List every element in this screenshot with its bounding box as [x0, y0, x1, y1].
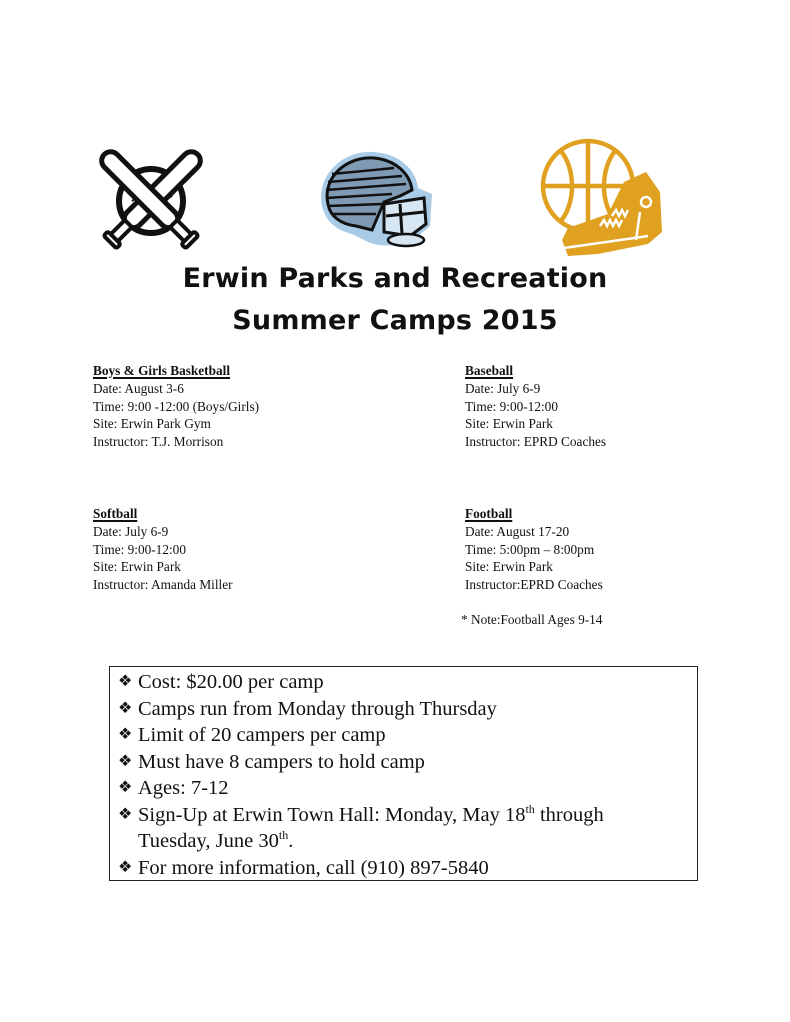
info-item-cost [118, 669, 697, 696]
camp-instructor: Instructor: T.J. Morrison [93, 434, 224, 450]
camp-baseball [465, 362, 606, 451]
camp-time: Time: 9:00-12:00 [465, 398, 558, 414]
camp-instructor: Instructor:EPRD Coaches [465, 577, 603, 593]
camp-date: Date: August 17-20 [465, 523, 570, 539]
camp-heading: Football [465, 506, 513, 521]
camp-time: Time: 9:00-12:00 [93, 541, 186, 557]
info-box [109, 666, 698, 881]
info-text: Limit of 20 campers per camp [138, 724, 386, 746]
camp-instructor: Instructor: Amanda Miller [93, 577, 233, 593]
camp-football [465, 505, 603, 594]
camp-site: Site: Erwin Park [465, 416, 553, 432]
diamond-bullet-icon: ❖ [118, 779, 133, 796]
info-item-contact [118, 855, 697, 882]
camp-date: Date: July 6-9 [465, 380, 541, 396]
football-helmet-icon [312, 146, 436, 250]
camp-heading: Baseball [465, 363, 514, 378]
camp-softball [93, 505, 233, 594]
signup-text: Tuesday, June 30 [138, 830, 279, 852]
diamond-bullet-icon: ❖ [118, 805, 133, 823]
info-text [138, 802, 604, 829]
ordinal-suffix: th [525, 801, 535, 816]
info-text: Ages: 7-12 [138, 777, 229, 799]
camp-date: Date: August 3-6 [93, 380, 184, 396]
info-item-limit [118, 722, 697, 749]
camp-heading: Boys & Girls Basketball [93, 363, 231, 378]
crossed-bats-baseball-icon [92, 143, 210, 259]
camp-instructor: Instructor: EPRD Coaches [465, 434, 607, 450]
page-title-line2: Summer Camps 2015 [232, 305, 558, 336]
diamond-bullet-icon: ❖ [118, 752, 133, 770]
camp-time: Time: 5:00pm – 8:00pm [465, 541, 595, 557]
camp-heading: Softball [93, 506, 138, 521]
info-item-signup [118, 802, 697, 829]
info-text: For more information, call (910) 897-5840 [138, 856, 489, 879]
basketball-sneaker-icon [538, 136, 670, 260]
info-text: Cost: $20.00 per camp [138, 671, 324, 693]
info-text: Must have 8 campers to hold camp [138, 750, 425, 773]
camp-basketball [93, 362, 259, 451]
football-age-note: * Note:Football Ages 9-14 [461, 612, 603, 627]
info-text [138, 828, 293, 855]
info-item-minimum [118, 749, 697, 776]
camp-time: Time: 9:00 -12:00 (Boys/Girls) [93, 398, 260, 414]
diamond-bullet-icon: ❖ [118, 673, 133, 690]
info-item-ages [118, 775, 697, 802]
info-text: Camps run from Monday through Thursday [138, 697, 497, 720]
signup-text: through [534, 803, 604, 826]
camp-site: Site: Erwin Park [93, 559, 181, 575]
camp-site: Site: Erwin Park Gym [93, 416, 211, 432]
signup-text: . [288, 830, 294, 852]
signup-text: Sign-Up at Erwin Town Hall: Monday, May 18 [138, 803, 526, 826]
camp-date: Date: July 6-9 [93, 523, 169, 539]
diamond-bullet-icon: ❖ [118, 699, 133, 717]
info-item-signup-continued [118, 828, 697, 855]
ordinal-suffix: th [278, 828, 289, 842]
camp-site: Site: Erwin Park [465, 559, 553, 575]
diamond-bullet-icon: ❖ [118, 726, 133, 743]
info-item-schedule [118, 696, 697, 723]
diamond-bullet-icon: ❖ [118, 858, 133, 876]
page-title-line1: Erwin Parks and Recreation [182, 263, 608, 294]
